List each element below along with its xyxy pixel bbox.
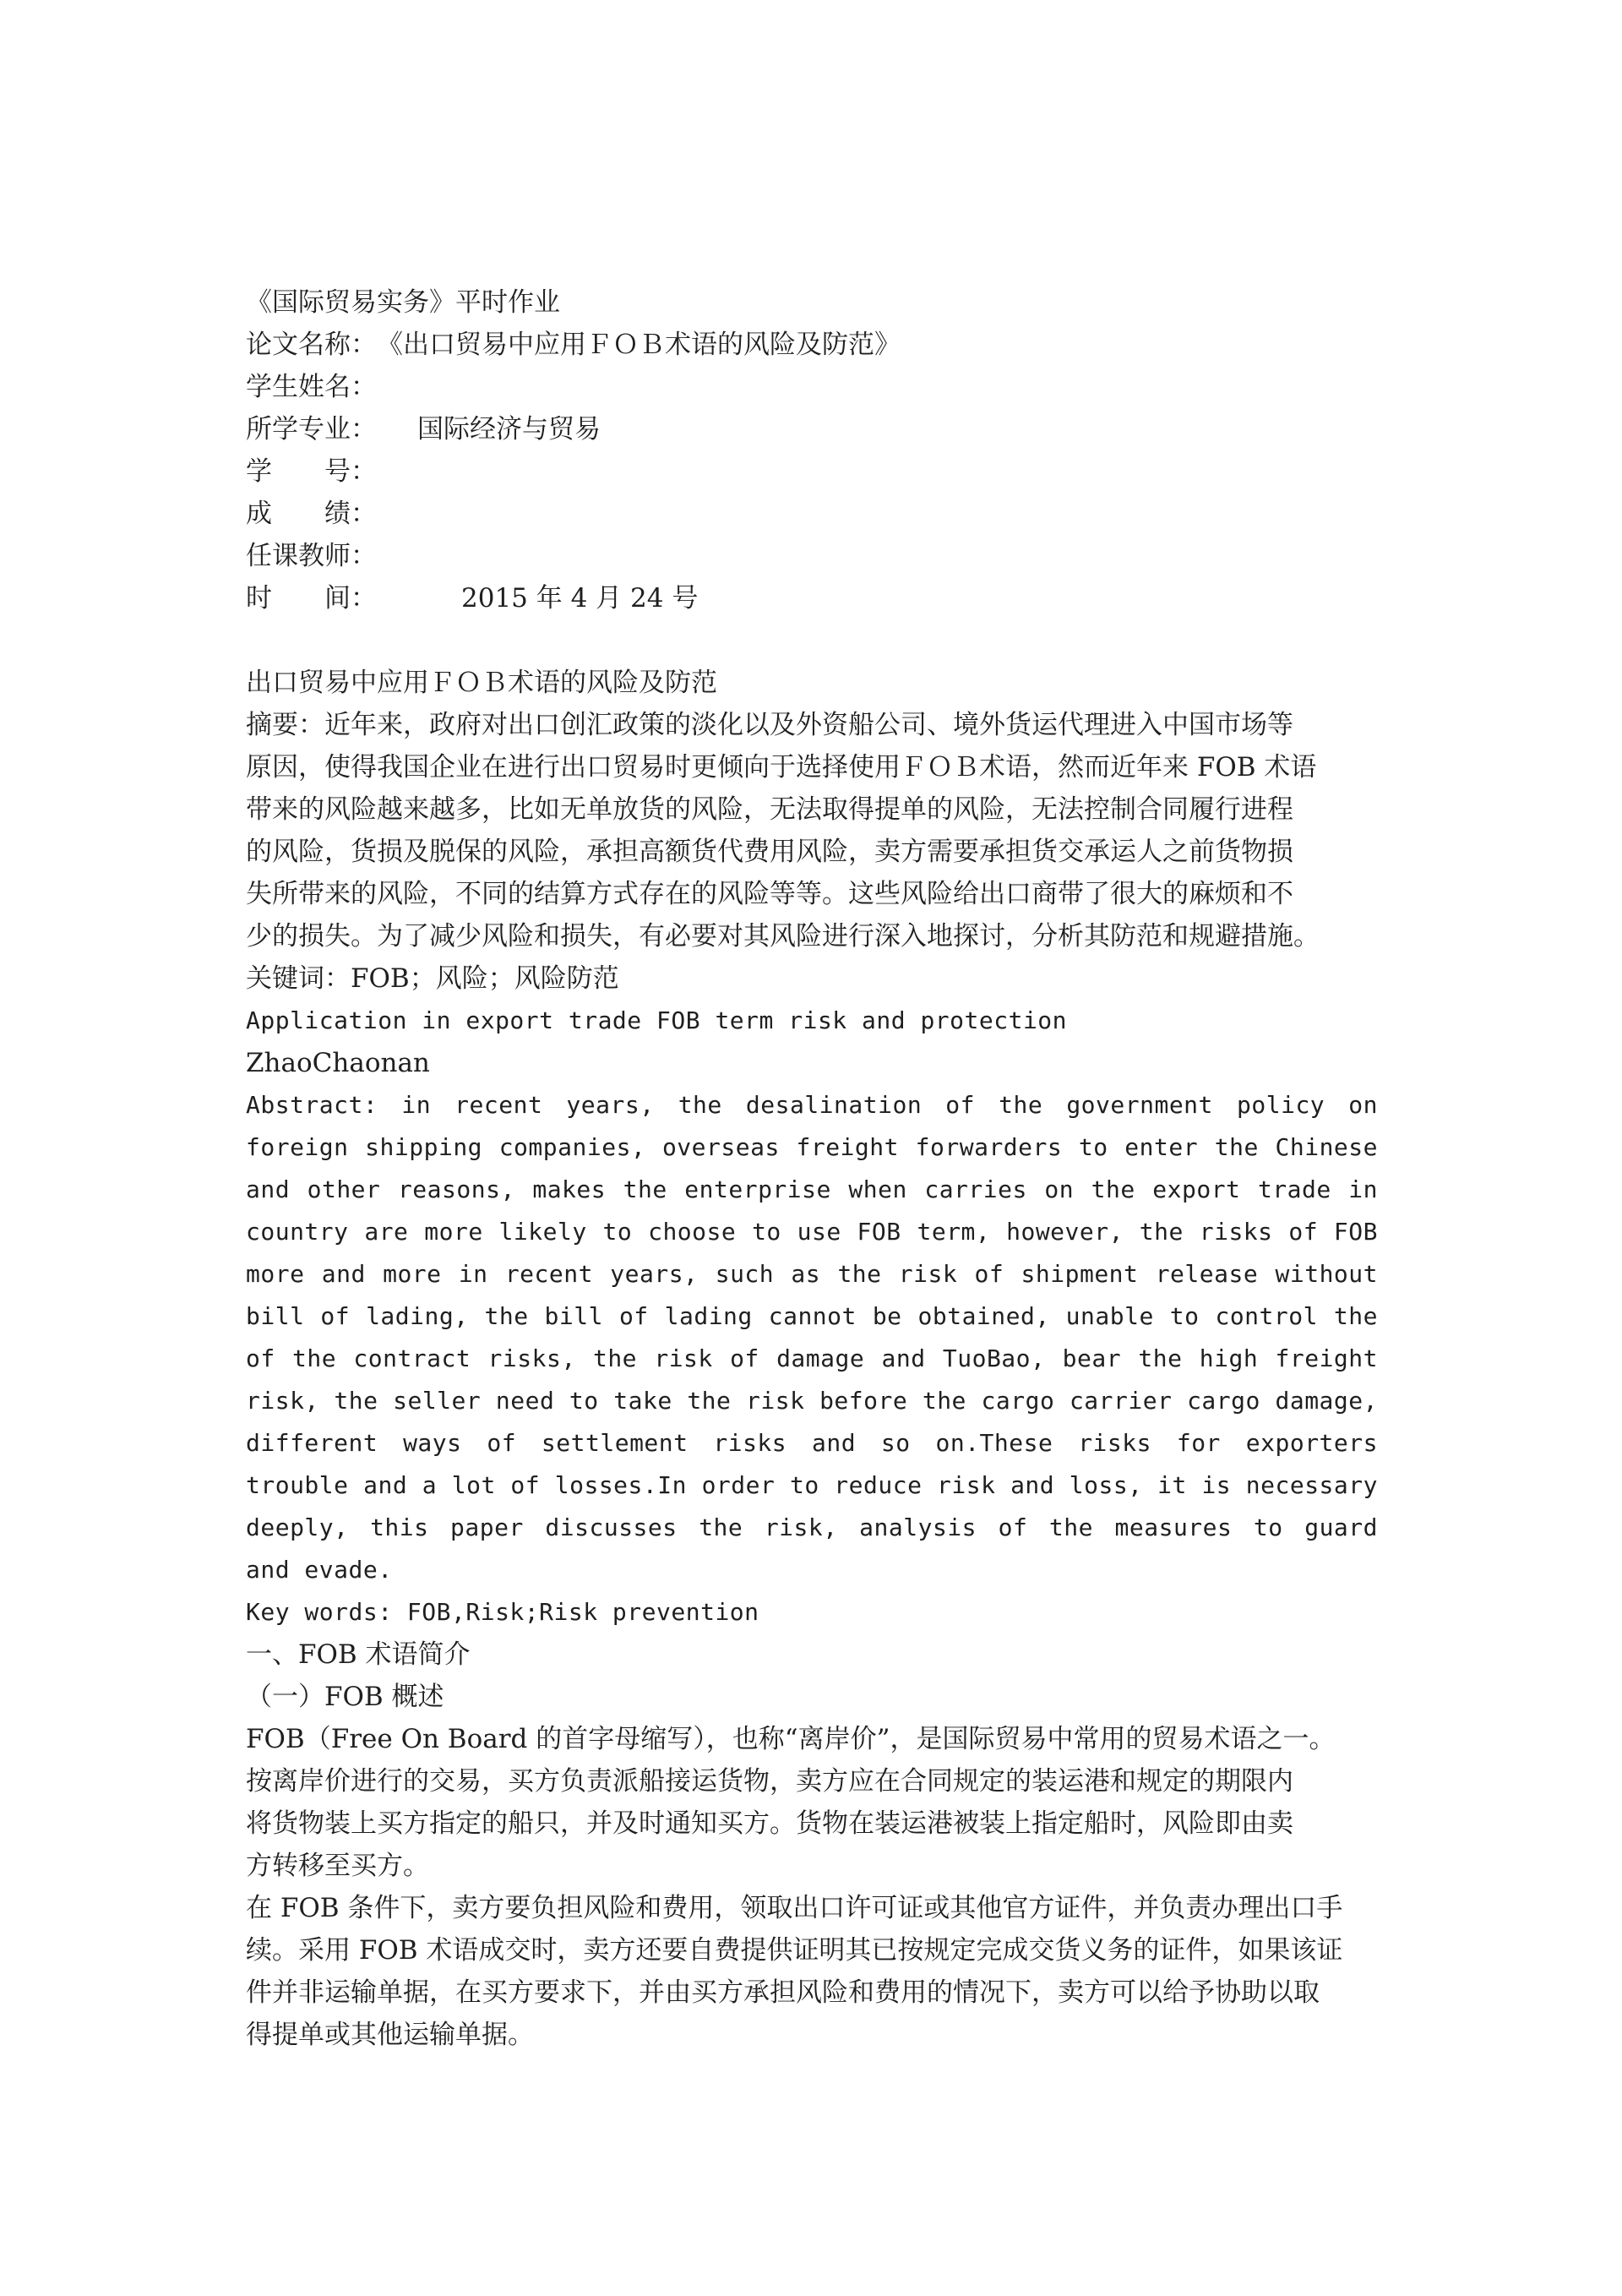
abstract-en-line: trouble and a lot of losses.In order to reduce risk and loss, it is necessary: [246, 1471, 1378, 1499]
body-line: 件并非运输单据，在买方要求下，并由买方承担风险和费用的情况下，卖方可以给予协助以取: [246, 1977, 1320, 2008]
field-major: [246, 408, 1378, 450]
field-teacher: [246, 535, 1378, 577]
body-line: 方转移至买方。: [246, 1851, 429, 1881]
field-label: 论文名称：: [246, 330, 377, 360]
field-date: [246, 577, 1378, 619]
abstract-en-line: country are more likely to choose to use FOB term, however, the risks of FOB: [246, 1218, 1378, 1246]
abstract-cn-line: 的风险，货损及脱保的风险，承担高额货代费用风险，卖方需要承担货交承运人之前货物损: [246, 837, 1293, 867]
subsection-heading: （一）FOB 概述: [246, 1682, 444, 1712]
document-body: [246, 281, 1378, 2056]
author-name: ZhaoChaonan: [246, 1048, 430, 1078]
field-value: 国际经济与贸易: [417, 414, 601, 444]
field-thesis-title: [246, 324, 1378, 366]
field-value: 《出口贸易中应用ＦＯＢ术语的风险及防范》: [377, 330, 901, 360]
abstract-cn-line: 带来的风险越来越多，比如无单放货的风险，无法取得提单的风险，无法控制合同履行进程: [246, 794, 1293, 825]
field-label: 成 绩：: [246, 499, 377, 529]
keywords-en: Key words: FOB,Risk;Risk prevention: [246, 1598, 759, 1626]
field-grade: [246, 493, 1378, 535]
paper-title: 出口贸易中应用ＦＯＢ术语的风险及防范: [246, 668, 717, 698]
body-line: 在 FOB 条件下，卖方要负担风险和费用，领取出口许可证或其他官方证件，并负责办理出口手: [246, 1893, 1343, 1923]
field-student-id: [246, 450, 1378, 493]
spacer: [246, 619, 1378, 662]
abstract-en-line: and evade.: [246, 1556, 393, 1584]
body-line: 得提单或其他运输单据。: [246, 2020, 534, 2050]
field-label: 时 间：: [246, 583, 377, 614]
abstract-en-line: different ways of settlement risks and so on.These risks for exporters: [246, 1429, 1378, 1457]
abstract-en-line: more and more in recent years, such as the risk of shipment release without: [246, 1260, 1378, 1288]
field-student-name: [246, 366, 1378, 408]
abstract-en-line: deeply, this paper discusses the risk, analysis of the measures to guard: [246, 1513, 1378, 1541]
field-label: 所学专业：: [246, 414, 377, 444]
body-line: FOB（Free On Board 的首字母缩写），也称“离岸价”，是国际贸易中常用的贸易术语之一。: [246, 1724, 1336, 1754]
abstract-en-line: foreign shipping companies, overseas freight forwarders to enter the Chinese: [246, 1133, 1378, 1161]
abstract-cn-line: 原因，使得我国企业在进行出口贸易时更倾向于选择使用ＦＯＢ术语，然而近年来 FOB 术语: [246, 752, 1317, 783]
abstract-en-line: and other reasons, makes the enterprise when carries on the export trade in: [246, 1175, 1378, 1203]
field-label: 学生姓名：: [246, 372, 377, 402]
section-heading: 一、FOB 术语简介: [246, 1639, 471, 1670]
abstract-cn-line: 摘要：近年来，政府对出口创汇政策的淡化以及外资船公司、境外货运代理进入中国市场等: [246, 710, 1293, 740]
abstract-cn-line: 少的损失。为了减少风险和损失，有必要对其风险进行深入地探讨，分析其防范和规避措施。: [246, 921, 1320, 952]
keywords-cn: 关键词：FOB；风险；风险防范: [246, 963, 619, 994]
abstract-en-line: of the contract risks, the risk of damage and TuoBao, bear the high freight: [246, 1344, 1378, 1372]
body-line: 续。采用 FOB 术语成交时，卖方还要自费提供证明其已按规定完成交货义务的证件，如果该证: [246, 1935, 1343, 1966]
body-line: 按离岸价进行的交易，买方负责派船接运货物，卖方应在合同规定的装运港和规定的期限内: [246, 1766, 1293, 1797]
field-label: 任课教师：: [246, 541, 377, 571]
abstract-en-line: risk, the seller need to take the risk before the cargo carrier cargo damage,: [246, 1387, 1378, 1415]
field-label: 学 号：: [246, 456, 377, 487]
abstract-en-line: Abstract: in recent years, the desalination of the government policy on: [246, 1091, 1378, 1119]
paper-title-en: Application in export trade FOB term risk and protection: [246, 1006, 1068, 1034]
course-title: 《国际贸易实务》平时作业: [246, 287, 560, 318]
body-line: 将货物装上买方指定的船只，并及时通知买方。货物在装运港被装上指定船时，风险即由卖: [246, 1808, 1293, 1839]
abstract-en-line: bill of lading, the bill of lading cannot be obtained, unable to control the: [246, 1302, 1378, 1330]
field-value: 2015 年 4 月 24 号: [461, 583, 699, 614]
abstract-cn-line: 失所带来的风险，不同的结算方式存在的风险等等。这些风险给出口商带了很大的麻烦和不: [246, 879, 1293, 909]
